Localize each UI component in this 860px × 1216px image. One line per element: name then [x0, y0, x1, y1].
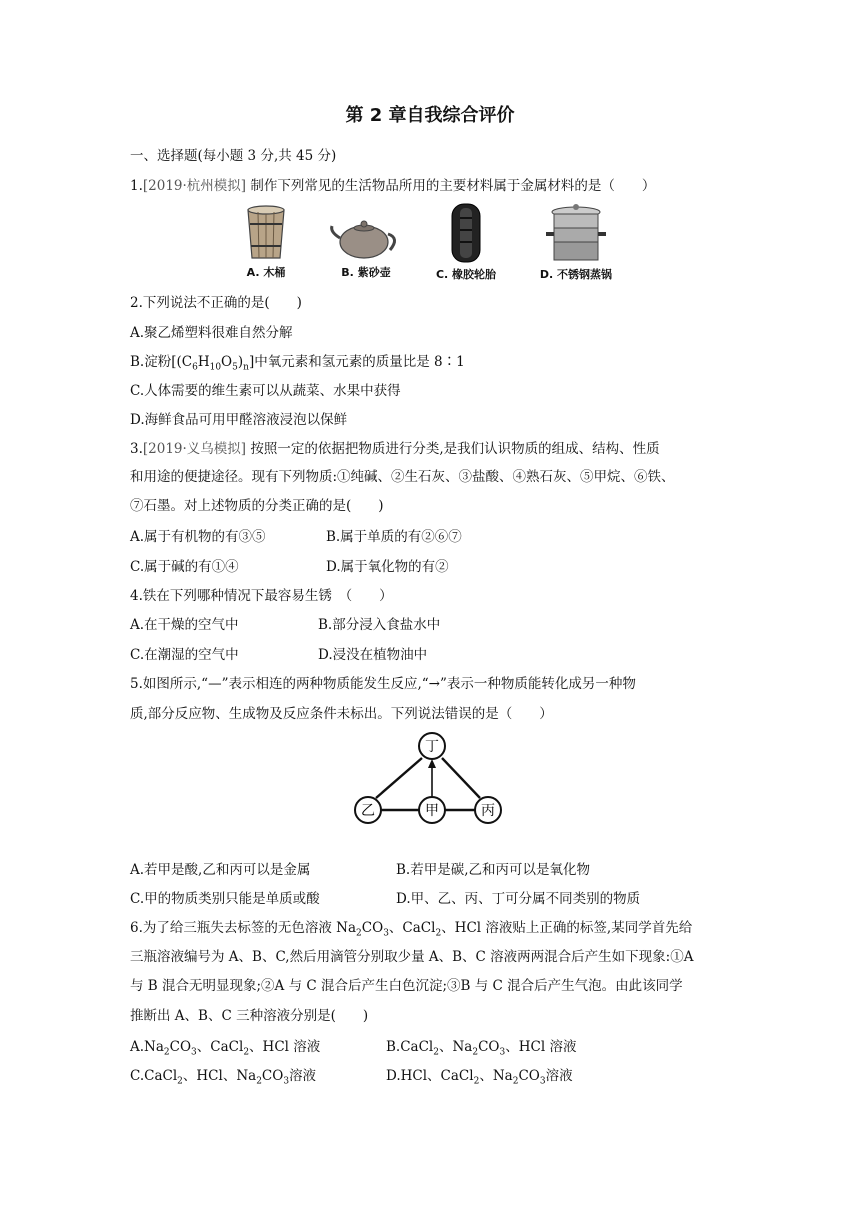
node-top-label: 丁 [425, 739, 439, 755]
question-3-option-c: C.属于碱的有①④ [130, 559, 239, 575]
reaction-diagram [350, 728, 510, 828]
question-6-stem-line1: 6.为了给三瓶失去标签的无色溶液 $Na_2CO_3$、CaCl$_2$、HCl 溶液贴上正确的标签,某同学首先给 [130, 920, 693, 939]
option-b-caption: B. 紫砂壶 [341, 266, 391, 279]
question-5-option-d: D.甲、乙、丙、丁可分属不同类别的物质 [396, 891, 641, 907]
question-2-option-c: C.人体需要的维生素可以从蔬菜、水果中获得 [130, 383, 401, 399]
question-2-option-b: B.淀粉$[(C_6H_{10}O_5)_n]$中氧元素和氢元素的质量比是 8∶1 [130, 354, 465, 373]
option-b-image [326, 202, 406, 280]
question-3-stem-line1: 3.[2019·义乌模拟] 按照一定的依据把物质进行分类,是我们认识物质的组成、结构、性质 [130, 441, 660, 457]
question-5-option-b: B.若甲是碳,乙和丙可以是氧化物 [396, 862, 591, 878]
question-5-stem-line2: 质,部分反应物、生成物及反应条件未标出。下列说法错误的是（ ） [130, 706, 553, 722]
question-2-option-d: D.海鲜食品可用甲醛溶液浸泡以保鲜 [130, 412, 348, 428]
option-c-image [426, 202, 506, 282]
edge-top-left [376, 758, 422, 798]
question-4-option-c: C.在潮湿的空气中 [130, 647, 239, 663]
steamer-pot-icon [543, 202, 609, 264]
question-4-option-b: B.部分浸入食盐水中 [318, 617, 441, 633]
option-a-caption: A. 木桶 [246, 266, 286, 279]
page-title: 第 2 章自我综合评价 [345, 105, 515, 126]
question-3-option-b: B.属于单质的有②⑥⑦ [326, 529, 462, 545]
question-2-option-a: A.聚乙烯塑料很难自然分解 [130, 325, 293, 341]
option-a-image [226, 202, 306, 280]
question-3-option-a: A.属于有机物的有③⑤ [130, 529, 266, 545]
option-d-caption: D. 不锈钢蒸锅 [539, 268, 613, 281]
question-4-stem: 4.铁在下列哪种情况下最容易生锈 （ ） [130, 588, 393, 604]
question-4-option-d: D.浸没在植物油中 [318, 647, 428, 663]
question-6-option-b: B.CaCl$_2$、$Na_2CO_3$、HCl 溶液 [386, 1039, 577, 1058]
node-right-label: 丙 [481, 803, 495, 819]
edge-top-right [442, 758, 480, 798]
question-3-option-d: D.属于氧化物的有② [326, 559, 449, 575]
question-5-option-c: C.甲的物质类别只能是单质或酸 [130, 891, 320, 907]
question-3-stem-line2: 和用途的便捷途径。现有下列物质:①纯碱、②生石灰、③盐酸、④熟石灰、⑤甲烷、⑥铁、 [130, 469, 675, 485]
question-3-source: [2019·义乌模拟] [142, 441, 247, 457]
question-6-stem-line4: 推断出 A、B、C 三种溶液分别是( ) [130, 1008, 369, 1024]
question-2-stem: 2.下列说法不正确的是( ) [130, 295, 302, 311]
arrow-head [428, 759, 436, 768]
question-1-source: [2019·杭州模拟] [142, 178, 247, 194]
question-1-stem: 1.[2019·杭州模拟] 制作下列常见的生活物品所用的主要材料属于金属材料的是（ ） [130, 178, 656, 194]
option-c-caption: C. 橡胶轮胎 [435, 268, 497, 281]
teapot-icon [328, 202, 404, 262]
option-d-image [536, 202, 616, 282]
wooden-bucket-icon [240, 202, 292, 262]
question-6-option-c: C.CaCl$_2$、HCl、$Na_2CO_3$溶液 [130, 1068, 317, 1087]
section-heading: 一、选择题(每小题 3 分,共 45 分) [130, 148, 337, 164]
question-5-stem-line1: 5.如图所示,“—”表示相连的两种物质能发生反应,“→”表示一种物质能转化成另一种物 [130, 676, 636, 692]
question-5-option-a: A.若甲是酸,乙和丙可以是金属 [130, 862, 311, 878]
question-6-stem-line2: 三瓶溶液编号为 A、B、C,然后用滴管分别取少量 A、B、C 溶液两两混合后产生如下现象:①A [130, 949, 694, 965]
question-4-option-a: A.在干燥的空气中 [130, 617, 239, 633]
question-6-option-a: $A.Na_2CO_3$、CaCl$_2$、HCl 溶液 [130, 1039, 321, 1058]
tire-icon [446, 202, 486, 264]
node-center-label: 甲 [425, 803, 439, 819]
question-6-stem-line3: 与 B 混合无明显现象;②A 与 C 混合后产生白色沉淀;③B 与 C 混合后产生气泡。由此该同学 [130, 978, 683, 994]
node-left-label: 乙 [361, 803, 375, 819]
question-6-option-d: D.HCl、CaCl$_2$、$Na_2CO_3$溶液 [386, 1068, 573, 1087]
question-3-stem-line3: ⑦石墨。对上述物质的分类正确的是( ) [130, 498, 384, 514]
